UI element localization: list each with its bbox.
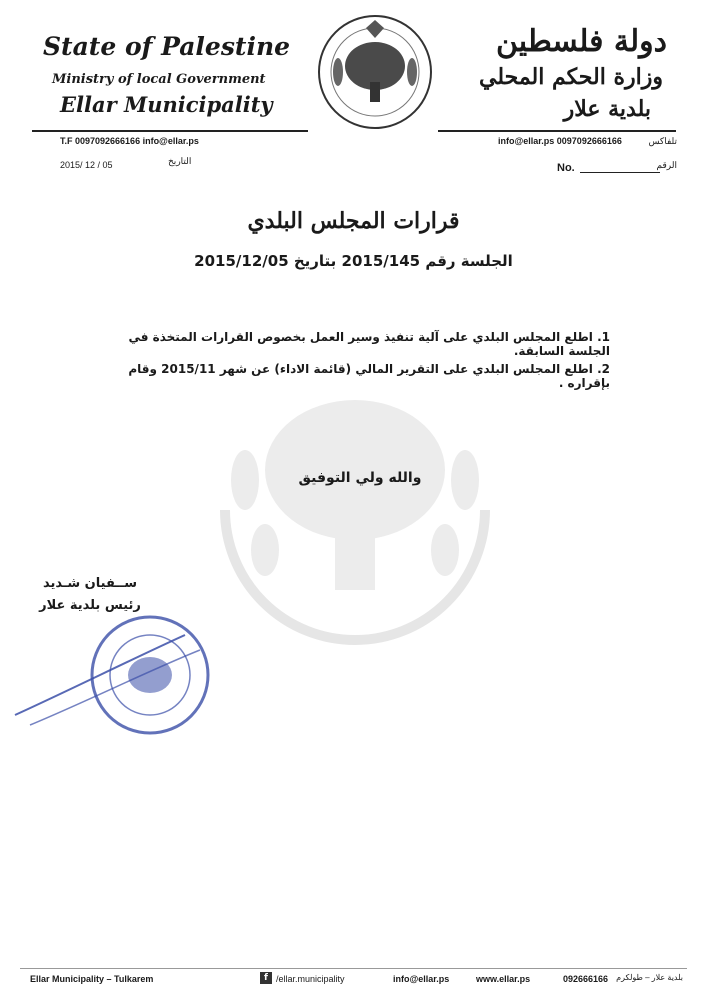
footer-email: info@ellar.ps xyxy=(393,974,450,984)
municipality-emblem xyxy=(316,10,434,134)
footer-left: Ellar Municipality – Tulkarem xyxy=(30,974,154,984)
signer-name: ســفيان شـديد xyxy=(43,576,137,591)
document-title: قرارات المجلس البلدي xyxy=(247,208,460,234)
header-ar-ministry: وزارة الحكم المحلي xyxy=(479,64,663,90)
header-rule-left xyxy=(32,130,308,132)
right-contact: info@ellar.ps 0097092666166 xyxy=(498,136,622,146)
number-label-ar: الرقم xyxy=(656,160,677,170)
footer-rule xyxy=(20,968,687,969)
date-value: 2015/ 12 / 05 xyxy=(60,160,113,170)
decision-item-2-number: 2. xyxy=(597,362,610,376)
header-rule-right xyxy=(438,130,676,132)
number-line xyxy=(580,172,660,173)
header-ministry: Ministry of local Government xyxy=(52,72,266,87)
closing-phrase: والله ولي التوفيق xyxy=(298,470,422,486)
left-contact: T.F 0097092666166 info@ellar.ps xyxy=(60,136,199,146)
header-ar-state: دولة فلسطين xyxy=(495,24,667,59)
session-subtitle: الجلسة رقم 2015/145 بتاريخ 2015/12/05 xyxy=(194,252,513,270)
decision-item-2-text: اطلع المجلس البلدي على التقرير المالي (قائمة الاداء) عن شهر 2015/11 وقام بإقراره . xyxy=(128,362,610,390)
decision-item-1 xyxy=(110,330,610,358)
footer-ar: بلدية علار – طولكرم xyxy=(616,973,683,982)
number-label: No. xyxy=(557,162,575,174)
watermark-emblem xyxy=(185,360,525,660)
official-stamp xyxy=(10,600,210,750)
footer-phone: 092666166 xyxy=(563,974,609,984)
header-municipality: Ellar Municipality xyxy=(60,92,273,117)
decision-item-1-number: 1. xyxy=(597,330,610,344)
right-contact-label: تلفاكس xyxy=(648,136,677,146)
signer-title: رئيس بلدية علار xyxy=(39,598,141,613)
date-label: التاريخ xyxy=(168,156,192,166)
decision-item-2 xyxy=(110,362,610,390)
footer-web: www.ellar.ps xyxy=(476,974,531,984)
decision-item-1-text: اطلع المجلس البلدي على آلية تنفيذ وسير العمل بخصوص القرارات المتخذة في الجلسة السابقة. xyxy=(128,330,610,358)
facebook-icon: f xyxy=(260,972,272,984)
footer-facebook: /ellar.municipality xyxy=(276,974,345,984)
header-ar-municipality: بلدية علار xyxy=(563,96,651,122)
header-state-title: State of Palestine xyxy=(43,32,291,61)
